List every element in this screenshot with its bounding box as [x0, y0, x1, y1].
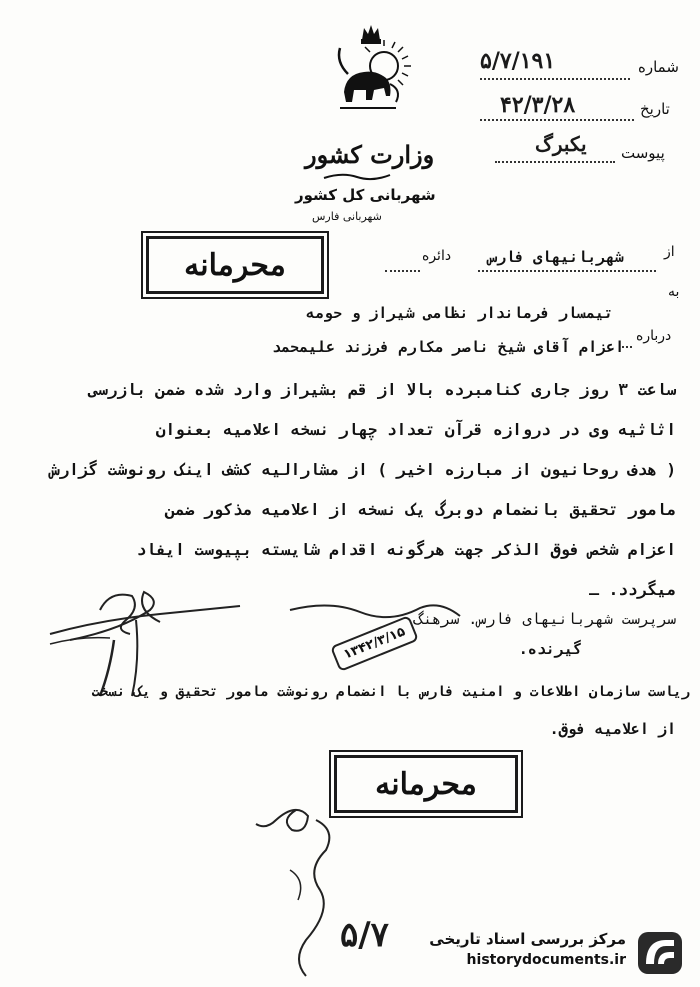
signature-line: سرپرست شهربانیهای فارس. سرهنگ [414, 610, 676, 628]
attachment-line [495, 161, 615, 163]
date-line [480, 119, 634, 121]
received-date-stamp: ۱۳۴۲/۳/۱۵ [330, 615, 419, 672]
from-label: از [664, 244, 675, 260]
number-value: ۵/۷/۱۹۱ [480, 48, 556, 74]
date-value: ۴۲/۳/۲۸ [500, 92, 576, 118]
subject-value: اعزام آقای شیخ ناصر مکارم فرزند علیمحمد [272, 338, 625, 356]
subdepartment-name: شهربانی فارس [312, 210, 382, 223]
body-line-5: اعزام شخص فوق الذکر جهت هرگونه اقدام شایسته بپیوست ایفاد [136, 540, 676, 559]
body-line-6: میگردد. ـ [589, 580, 676, 599]
office-label: دائره [422, 248, 452, 264]
body-line-10: از اعلامیه فوق. [549, 720, 676, 738]
margin-note: ۵/۷ [340, 915, 389, 955]
archive-website: historydocuments.ir [466, 952, 626, 968]
body-line-4: مامور تحقیق بانضمام دوبرگ یک نسخه از اعلامیه مذکور ضمن [165, 500, 676, 519]
from-value: شهربانیهای فارس [488, 248, 624, 266]
archive-watermark [428, 928, 688, 978]
office-line [385, 270, 420, 272]
handwritten-signature [40, 580, 270, 700]
to-label: به [668, 284, 680, 300]
ministry-underline [322, 170, 392, 184]
to-value: تیمسار فرماندار نظامی شیراز و حومه [306, 304, 614, 322]
attachment-label: پیوست [621, 144, 665, 162]
subject-label: درباره [636, 328, 672, 344]
attachment-value: یکبرگ [535, 132, 587, 156]
number-line [480, 78, 630, 80]
ministry-name: وزارت کشور [305, 140, 435, 169]
archive-title: مرکز بررسی اسناد تاریخی [429, 930, 626, 948]
handwritten-scribble-right [270, 594, 470, 634]
body-line-8: گیرنده. [518, 640, 582, 658]
lion-and-sun-emblem-icon [326, 22, 416, 114]
subject-line [622, 346, 632, 348]
archive-logo-icon [636, 930, 684, 976]
department-name: شهربانی کل کشور [295, 186, 436, 204]
number-label: شماره [638, 58, 679, 76]
body-line-2: اثاثیه وی در دروازه قرآن تعداد چهار نسخه اعلامیه بعنوان [155, 420, 676, 439]
body-line-3: ( هدف روحانیون از مبارزه اخیر ) از مشارالیه کشف اینک رونوشت گزارش [49, 460, 676, 479]
date-label: تاریخ [640, 100, 670, 118]
body-line-1: ساعت ۳ روز جاری کنامبرده بالا از قم بشیراز وارد شده ضمن بازرسی [88, 380, 676, 399]
confidential-stamp-bottom: محرمانه [334, 755, 518, 813]
body-line-9: ریاست سازمان اطلاعات و امنیت فارس با انضمام رونوشت مامور تحقیق و یک نسخت [91, 684, 690, 700]
from-line [478, 270, 656, 272]
confidential-stamp-top: محرمانه [146, 236, 324, 294]
